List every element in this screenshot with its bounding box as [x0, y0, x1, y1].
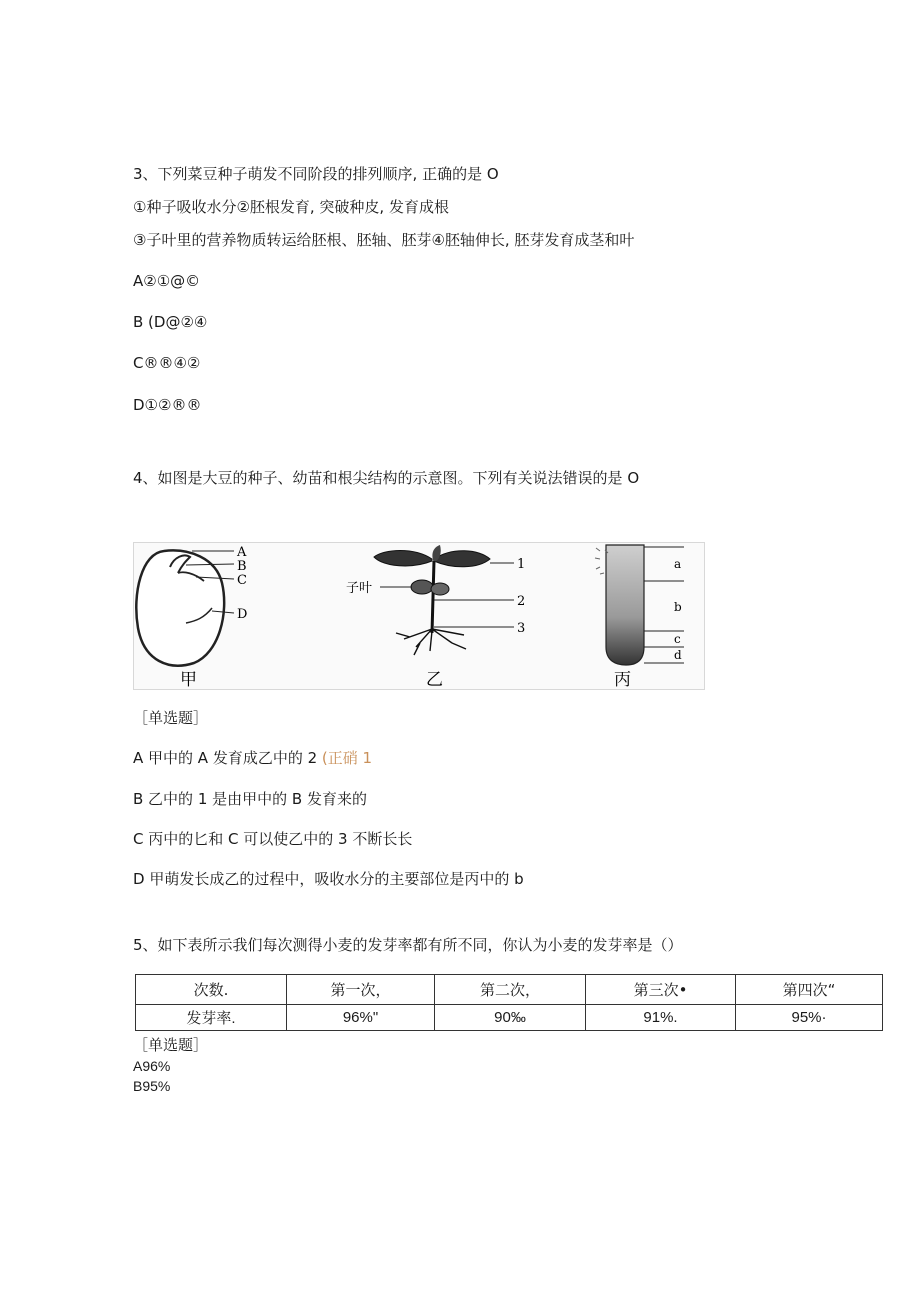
- q4-option-d[interactable]: D 甲萌发长成乙的过程中，吸收水分的主要部位是丙中的 b: [133, 870, 524, 888]
- table-cell: 95%·: [736, 1005, 883, 1031]
- root-label-d: d: [674, 648, 682, 662]
- cotyledon-label: 子叶: [346, 581, 373, 596]
- header-cell: 第一次，: [287, 975, 435, 1005]
- q4-figure: [133, 542, 705, 690]
- root-tip-drawing: [595, 545, 684, 665]
- table-cell: 96%": [287, 1005, 435, 1031]
- seed-label-a: A: [237, 545, 247, 560]
- q3-statement-2: ③子叶里的营养物质转运给胚根、胚轴、胚芽④胚轴伸长, 胚芽发育成茎和叶: [133, 231, 635, 249]
- q4-option-b[interactable]: B 乙中的 1 是由甲中的 B 发育来的: [133, 790, 367, 808]
- q5-type-tag: ［单选题］: [133, 1036, 209, 1054]
- panel-label-yi: 乙: [426, 670, 443, 689]
- table-header-row: [136, 975, 883, 1005]
- q4-option-a[interactable]: [133, 748, 372, 768]
- soybean-diagram: [134, 543, 704, 689]
- q5-option-b[interactable]: B95%: [133, 1078, 171, 1094]
- q5-option-a[interactable]: A96%: [133, 1058, 171, 1074]
- germination-rate-table: [135, 974, 883, 1031]
- table-cell: 发芽率.: [136, 1005, 287, 1031]
- seedling-label-1: 1: [517, 557, 526, 572]
- panel-label-jia: 甲: [180, 670, 197, 689]
- root-label-c: c: [674, 632, 681, 646]
- seed-drawing: [136, 550, 234, 665]
- q4-type-tag: ［单选题］: [133, 709, 209, 727]
- header-cell: 第四次“: [736, 975, 883, 1005]
- root-label-b: b: [674, 600, 682, 614]
- header-cell: 第三次•: [586, 975, 736, 1005]
- q4-option-a-text: A 甲中的 A 发育成乙中的 2: [133, 749, 318, 767]
- table-cell: 91%.: [586, 1005, 736, 1031]
- q5-stem: 5、如下表所示我们每次测得小麦的发芽率都有所不同，你认为小麦的发芽率是（）: [133, 936, 683, 954]
- table-cell: 90‰: [435, 1005, 586, 1031]
- header-cell: 次数.: [136, 975, 287, 1005]
- seed-label-d: D: [237, 607, 248, 622]
- seedling-drawing: [374, 545, 514, 655]
- q3-option-a[interactable]: A②①@©: [133, 272, 201, 290]
- seed-label-c: C: [237, 573, 247, 588]
- q3-option-c[interactable]: C®®④②: [133, 354, 201, 372]
- q3-stem: 3、下列菜豆种子萌发不同阶段的排列顺序, 正确的是 O: [133, 165, 499, 183]
- seed-label-b: B: [237, 559, 247, 574]
- root-label-a: a: [674, 557, 682, 571]
- q4-stem: 4、如图是大豆的种子、幼苗和根尖结构的示意图。下列有关说法错误的是 O: [133, 469, 640, 487]
- q3-option-b[interactable]: B (D@②④: [133, 313, 208, 331]
- q4-option-c[interactable]: C 丙中的匕和 C 可以使乙中的 3 不断长长: [133, 830, 413, 848]
- q3-statement-1: ①种子吸收水分②胚根发育, 突破种皮, 发育成根: [133, 198, 449, 216]
- panel-label-bing: 丙: [614, 670, 631, 689]
- table-row: [136, 1005, 883, 1031]
- correct-answer-mark: (正硝 1: [321, 749, 373, 767]
- q3-option-d[interactable]: D①②®®: [133, 396, 202, 414]
- seedling-label-2: 2: [517, 594, 526, 609]
- seedling-label-3: 3: [517, 621, 526, 636]
- header-cell: 第二次，: [435, 975, 586, 1005]
